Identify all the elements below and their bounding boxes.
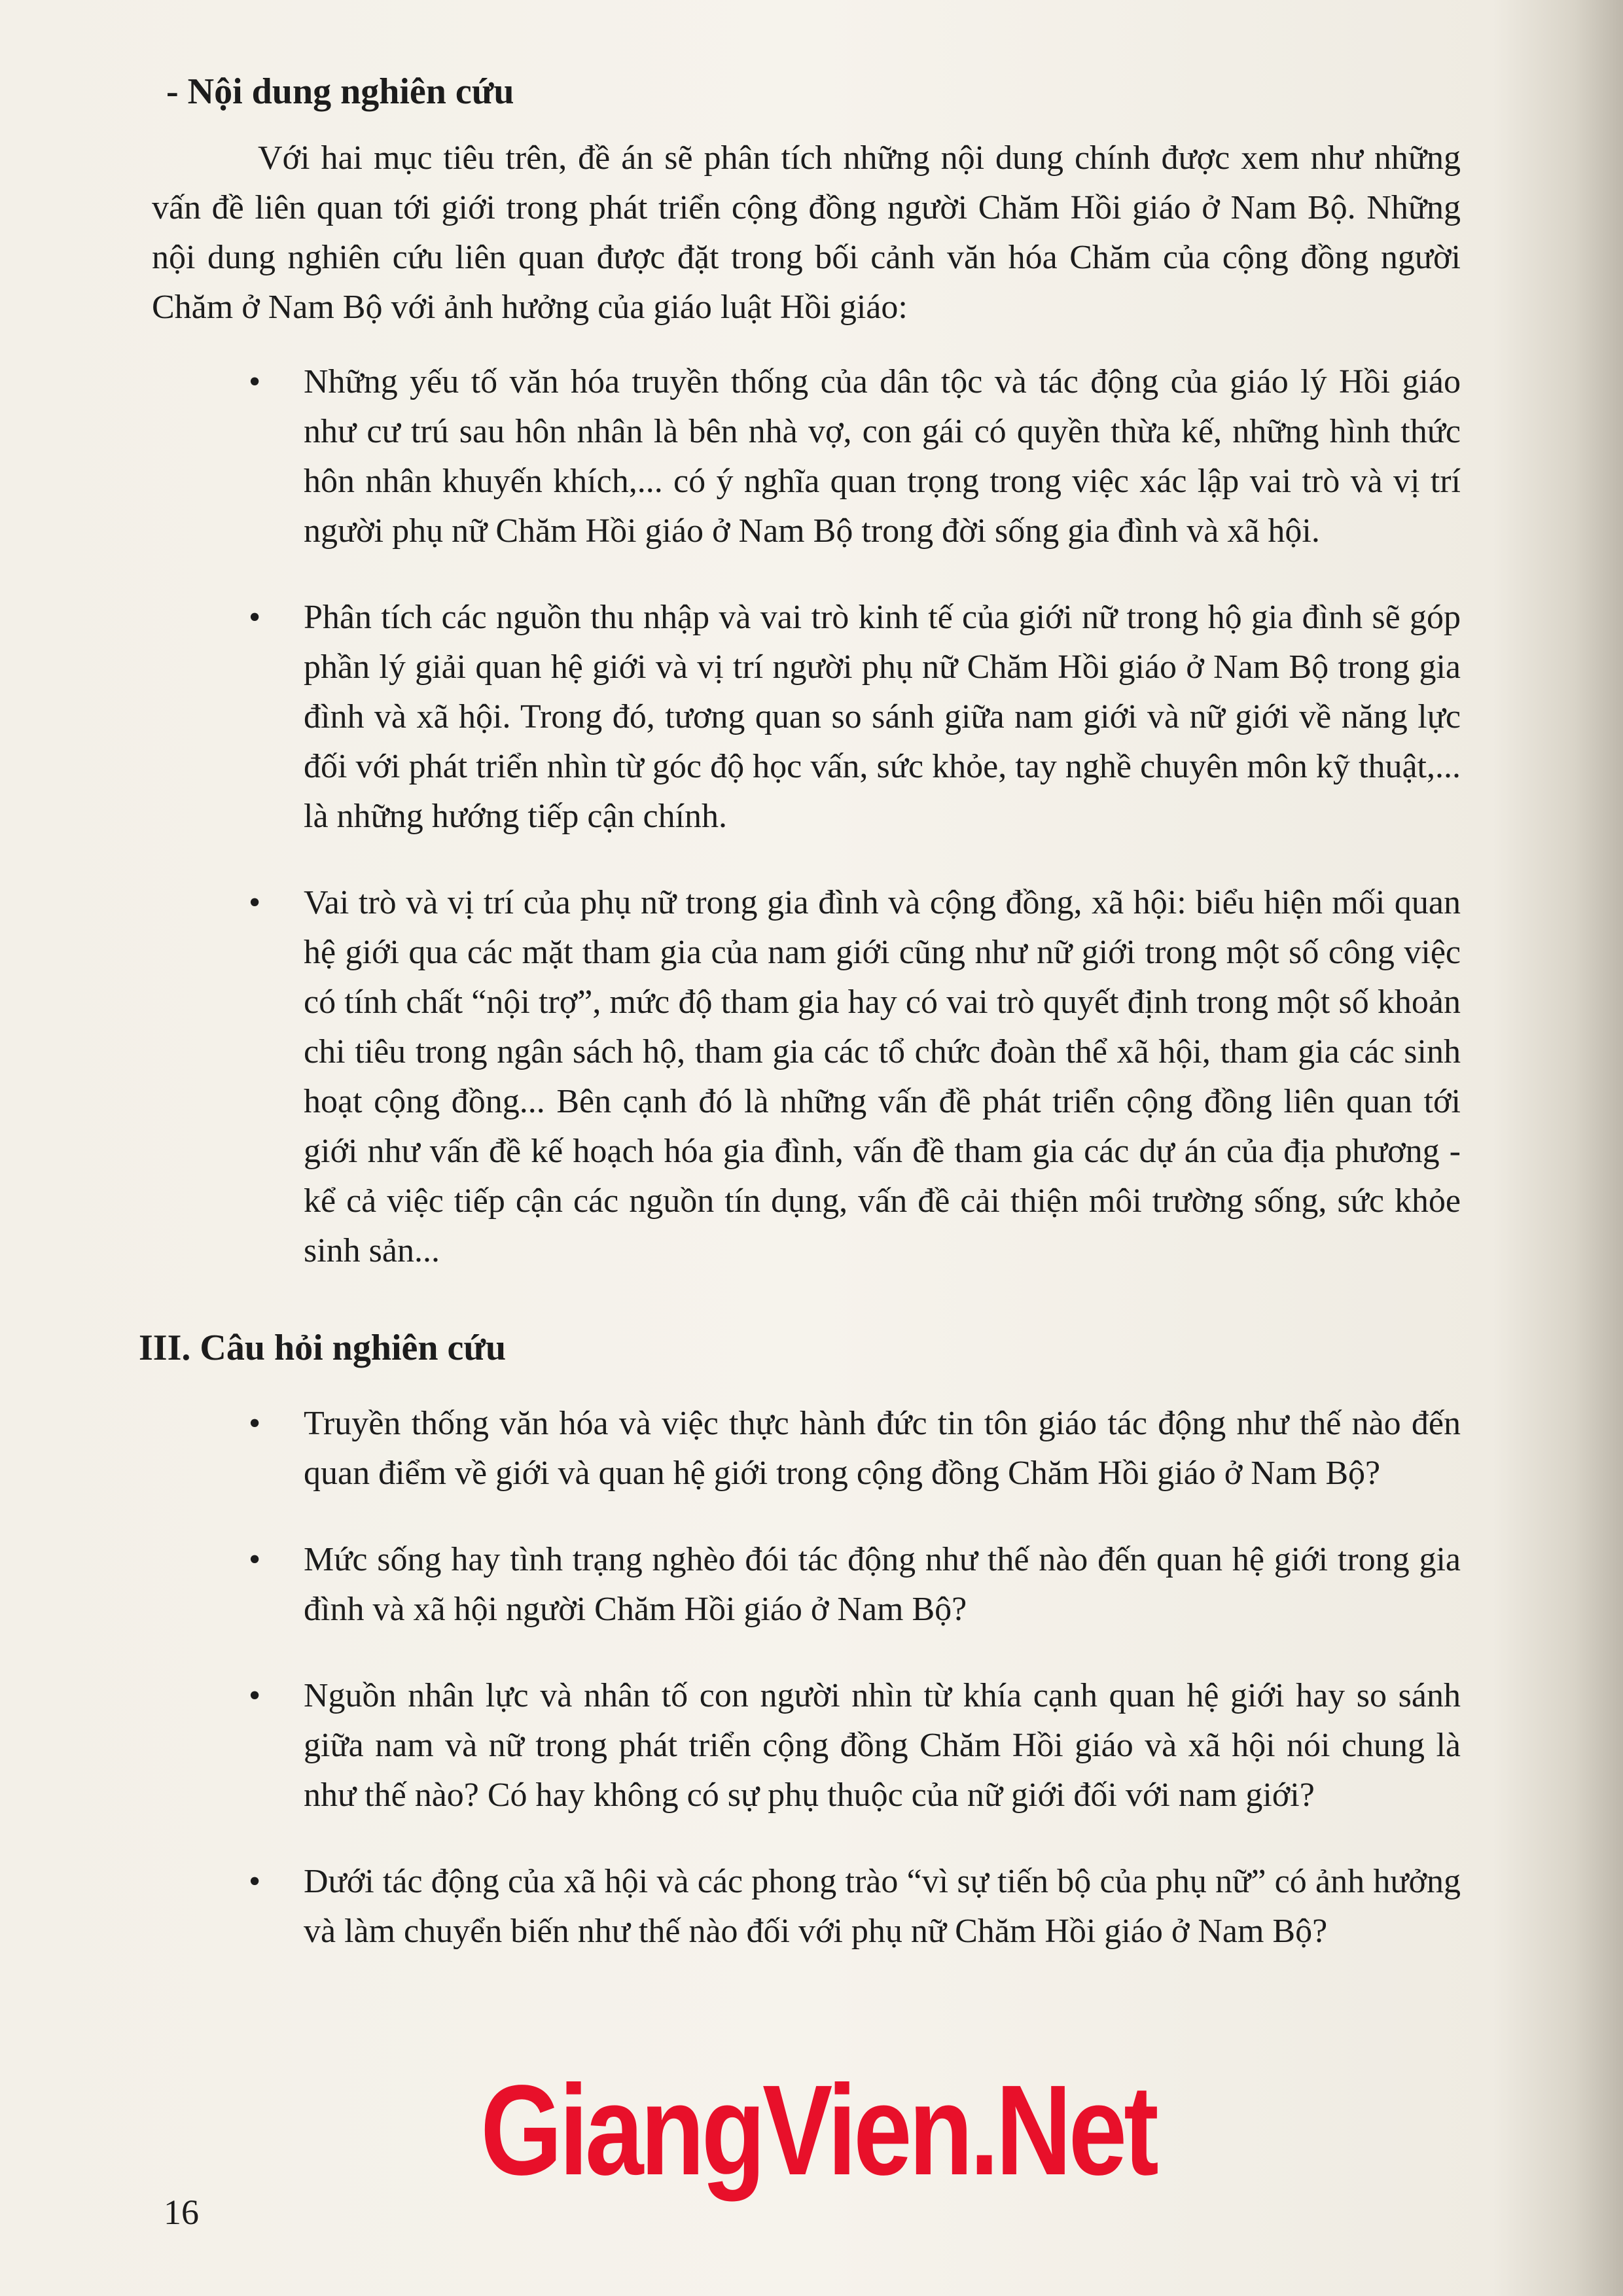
list-item-text: Dưới tác động của xã hội và các phong trào “vì sự tiến bộ của phụ nữ” có ảnh hưởng và làm chuyển biến như thế nào đối với phụ nữ Chăm Hồi giáo ở Nam Bộ? [304,1863,1461,1950]
list-item [152,1671,1461,1820]
bullet-icon: • [249,1405,261,1442]
page-content [139,65,1461,1993]
list-item-text: Truyền thống văn hóa và việc thực hành đức tin tôn giáo tác động như thế nào đến quan điểm về giới và quan hệ giới trong cộng đồng Chăm Hồi giáo ở Nam Bộ? [304,1405,1461,1492]
bullet-icon: • [249,1863,261,1900]
list-item [152,878,1461,1276]
bullet-icon: • [249,884,261,921]
list-item-text: Những yếu tố văn hóa truyền thống của dân tộc và tác động của giáo lý Hồi giáo như cư trú sau hôn nhân là bên nhà vợ, con gái có quyền thừa kế, những hình thức hôn nhân khuyến khích,... có ý nghĩa quan trọng trong việc xác lập vai trò và vị trí người phụ nữ Chăm Hồi giáo ở Nam Bộ trong đời sống gia đình và xã hội. [304,363,1461,550]
list-item [152,1399,1461,1498]
heading-cau-hoi-nghien-cuu: III. Câu hỏi nghiên cứu [139,1328,507,1368]
page-number: 16 [164,2193,199,2232]
list-item-text: Nguồn nhân lực và nhân tố con người nhìn từ khía cạnh quan hệ giới hay so sánh giữa nam và nữ trong phát triển cộng đồng Chăm Hồi giáo và xã hội nói chung là như thế nào? Có hay không có sự phụ thuộc của nữ giới đối với nam giới? [304,1677,1461,1814]
list-item-text: Mức sống hay tình trạng nghèo đói tác động như thế nào đến quan hệ giới trong gia đình và xã hội người Chăm Hồi giáo ở Nam Bộ? [304,1541,1461,1628]
intro-paragraph: Với hai mục tiêu trên, đề án sẽ phân tích những nội dung chính được xem như những vấn đề liên quan tới giới trong phát triển cộng đồng người Chăm Hồi giáo ở Nam Bộ. Những nội dung nghiên cứu liên quan được đặt trong bối cảnh văn hóa Chăm của cộng đồng người Chăm ở Nam Bộ với ảnh hưởng của giáo luật Hồi giáo: [152,139,1461,326]
watermark-logo: GiangVien.Net [480,2058,1156,2202]
bullet-icon: • [249,599,261,636]
list-item [152,1535,1461,1634]
list-item-text: Phân tích các nguồn thu nhập và vai trò kinh tế của giới nữ trong hộ gia đình sẽ góp phần lý giải quan hệ giới và vị trí người phụ nữ Chăm Hồi giáo ở Nam Bộ trong gia đình và xã hội. Trong đó, tương quan so sánh giữa nam giới và nữ giới về năng lực đối với phát triển nhìn từ góc độ học vấn, sức khỏe, tay nghề chuyên môn kỹ thuật,... là những hướng tiếp cận chính. [304,599,1461,835]
heading-noi-dung-nghien-cuu: - Nội dung nghiên cứu [166,71,514,112]
list-item-text: Vai trò và vị trí của phụ nữ trong gia đình và cộng đồng, xã hội: biểu hiện mối quan hệ giới qua các mặt tham gia của nam giới cũng như nữ giới trong một số công việc có tính chất “nội trợ”, mức độ tham gia hay có vai trò quyết định trong một số khoản chi tiêu trong ngân sách hộ, tham gia các tổ chức đoàn thể xã hội, tham gia các sinh hoạt cộng đồng... Bên cạnh đó là những vấn đề phát triển cộng đồng liên quan tới giới như vấn đề kế hoạch hóa gia đình, vấn đề tham gia các dự án của địa phương - kể cả việc tiếp cận các nguồn tín dụng, vấn đề cải thiện môi trường sống, sức khỏe sinh sản... [304,884,1461,1269]
content-bullet-list [152,357,1461,1276]
bullet-icon: • [249,1677,261,1714]
list-item [152,1857,1461,1956]
list-item [152,357,1461,556]
questions-bullet-list [152,1399,1461,1956]
list-item [152,593,1461,841]
bullet-icon: • [249,1541,261,1578]
bullet-icon: • [249,363,261,400]
